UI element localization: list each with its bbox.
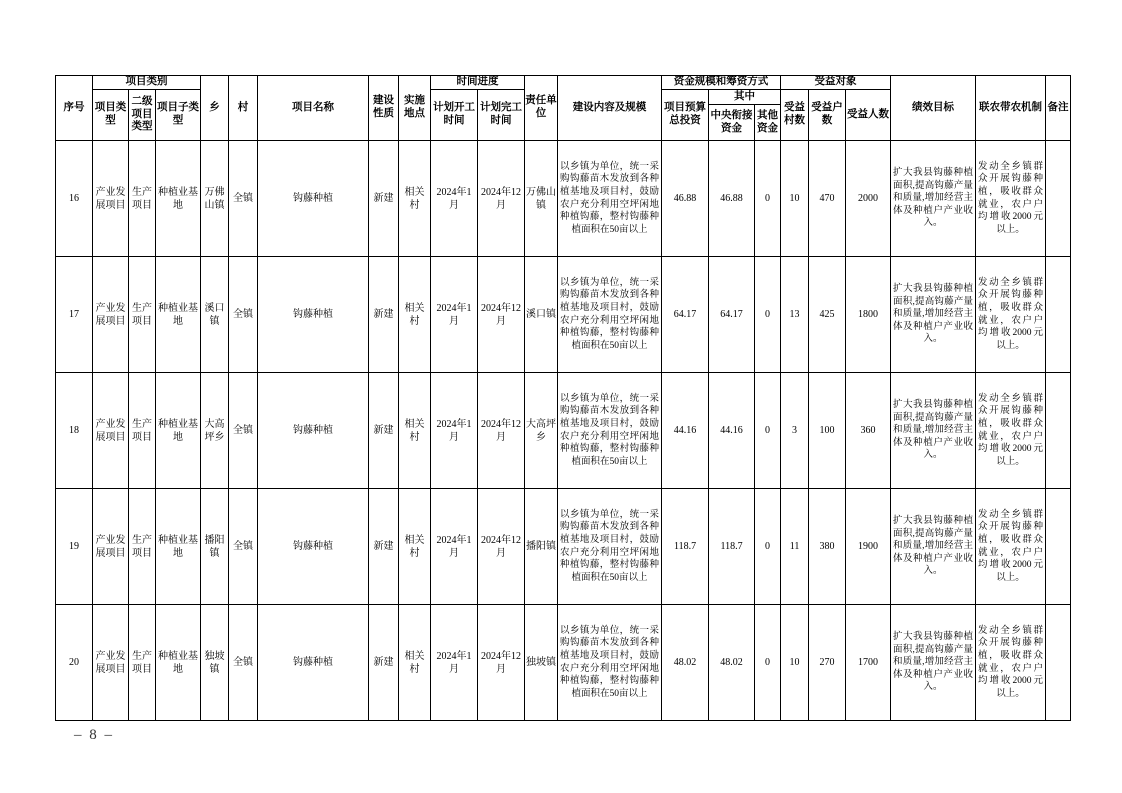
cell-township: 万佛山镇 [201, 141, 229, 257]
cell-performance: 扩大我县钩藤种植面积,提高钩藤产量和质量,增加经营主体及种植户产业收入。 [891, 489, 976, 605]
cell-benefit-people: 360 [846, 373, 891, 489]
cell-location: 相关村 [399, 373, 431, 489]
cell-mechanism: 发动全乡镇群众开展钩藤种植，吸收群众就业，农户户均增收2000元以上。 [976, 141, 1046, 257]
cell-performance: 扩大我县钩藤种植面积,提高钩藤产量和质量,增加经营主体及种植户产业收入。 [891, 373, 976, 489]
cell-benefit-people: 1700 [846, 605, 891, 721]
cell-nature: 新建 [369, 257, 399, 373]
col-header-type: 项目类型 [93, 90, 129, 141]
cell-village: 全镇 [229, 257, 258, 373]
cell-central-fund: 48.02 [709, 605, 755, 721]
cell-project-subtype: 种植业基地 [156, 605, 201, 721]
project-table-sheet [55, 75, 1071, 721]
cell-end-time: 2024年12月 [478, 373, 525, 489]
cell-other-fund: 0 [755, 489, 781, 605]
cell-budget: 48.02 [662, 605, 709, 721]
cell-benefit-people: 2000 [846, 141, 891, 257]
cell-start-time: 2024年1月 [431, 141, 478, 257]
cell-note [1046, 489, 1071, 605]
cell-benefit-villages: 10 [781, 141, 809, 257]
col-header-performance: 绩效目标 [891, 76, 976, 141]
cell-responsible-unit: 播阳镇 [525, 489, 558, 605]
cell-central-fund: 46.88 [709, 141, 755, 257]
cell-performance: 扩大我县钩藤种植面积,提高钩藤产量和质量,增加经营主体及种植户产业收入。 [891, 605, 976, 721]
cell-project-subtype: 种植业基地 [156, 141, 201, 257]
cell-end-time: 2024年12月 [478, 257, 525, 373]
cell-content: 以乡镇为单位，统一采购钩藤苗木发放到各种植基地及项目村，鼓励农户充分利用空坪闲地种植钩藤，整村钩藤种植面积在50亩以上 [558, 257, 662, 373]
col-header-start: 计划开工时间 [431, 90, 478, 141]
cell-benefit-villages: 10 [781, 605, 809, 721]
cell-township: 溪口镇 [201, 257, 229, 373]
cell-responsible-unit: 独坡镇 [525, 605, 558, 721]
table-body [56, 141, 1071, 721]
col-header-nature: 建设性质 [369, 76, 399, 141]
cell-budget: 118.7 [662, 489, 709, 605]
col-header-other-fund: 其他资金 [755, 105, 781, 141]
cell-mechanism: 发动全乡镇群众开展钩藤种植，吸收群众就业，农户户均增收2000元以上。 [976, 489, 1046, 605]
cell-project-type2: 生产项目 [129, 489, 156, 605]
cell-project-type2: 生产项目 [129, 605, 156, 721]
cell-note [1046, 605, 1071, 721]
cell-nature: 新建 [369, 605, 399, 721]
cell-location: 相关村 [399, 257, 431, 373]
cell-project-name: 钩藤种植 [258, 605, 369, 721]
cell-village: 全镇 [229, 373, 258, 489]
col-header-location: 实施地点 [399, 76, 431, 141]
col-header-subtype: 项目子类型 [156, 90, 201, 141]
col-header-time-group: 时间进度 [431, 76, 525, 90]
table-row [56, 141, 1071, 257]
cell-benefit-households: 380 [809, 489, 846, 605]
cell-seq: 16 [56, 141, 93, 257]
cell-project-subtype: 种植业基地 [156, 257, 201, 373]
cell-performance: 扩大我县钩藤种植面积,提高钩藤产量和质量,增加经营主体及种植户产业收入。 [891, 141, 976, 257]
cell-project-type2: 生产项目 [129, 373, 156, 489]
table-row [56, 605, 1071, 721]
cell-nature: 新建 [369, 489, 399, 605]
cell-project-type: 产业发展项目 [93, 373, 129, 489]
cell-project-type2: 生产项目 [129, 257, 156, 373]
cell-central-fund: 44.16 [709, 373, 755, 489]
cell-start-time: 2024年1月 [431, 257, 478, 373]
cell-responsible-unit: 大高坪乡 [525, 373, 558, 489]
cell-project-name: 钩藤种植 [258, 257, 369, 373]
cell-project-name: 钩藤种植 [258, 141, 369, 257]
cell-end-time: 2024年12月 [478, 605, 525, 721]
cell-central-fund: 64.17 [709, 257, 755, 373]
cell-benefit-villages: 11 [781, 489, 809, 605]
cell-project-type: 产业发展项目 [93, 257, 129, 373]
col-header-category-group: 项目类别 [93, 76, 201, 90]
table-row [56, 373, 1071, 489]
cell-location: 相关村 [399, 605, 431, 721]
col-header-content: 建设内容及规模 [558, 76, 662, 141]
cell-village: 全镇 [229, 605, 258, 721]
cell-nature: 新建 [369, 141, 399, 257]
col-header-benefit-group: 受益对象 [781, 76, 891, 90]
page-number: – 8 – [74, 727, 114, 743]
cell-start-time: 2024年1月 [431, 373, 478, 489]
cell-mechanism: 发动全乡镇群众开展钩藤种植，吸收群众就业，农户户均增收2000元以上。 [976, 257, 1046, 373]
cell-content: 以乡镇为单位，统一采购钩藤苗木发放到各种植基地及项目村，鼓励农户充分利用空坪闲地种植钩藤，整村钩藤种植面积在50亩以上 [558, 489, 662, 605]
cell-village: 全镇 [229, 489, 258, 605]
cell-benefit-households: 425 [809, 257, 846, 373]
cell-budget: 44.16 [662, 373, 709, 489]
cell-benefit-villages: 3 [781, 373, 809, 489]
cell-mechanism: 发动全乡镇群众开展钩藤种植，吸收群众就业，农户户均增收2000元以上。 [976, 605, 1046, 721]
cell-project-type: 产业发展项目 [93, 605, 129, 721]
cell-seq: 18 [56, 373, 93, 489]
cell-project-type: 产业发展项目 [93, 489, 129, 605]
col-header-benefit-people: 受益人数 [846, 90, 891, 141]
cell-budget: 64.17 [662, 257, 709, 373]
cell-benefit-villages: 13 [781, 257, 809, 373]
cell-project-subtype: 种植业基地 [156, 489, 201, 605]
col-header-benefit-villages: 受益村数 [781, 90, 809, 141]
cell-other-fund: 0 [755, 141, 781, 257]
col-header-budget: 项目预算总投资 [662, 90, 709, 141]
col-header-type2: 二级项目类型 [129, 90, 156, 141]
cell-central-fund: 118.7 [709, 489, 755, 605]
cell-project-name: 钩藤种植 [258, 489, 369, 605]
cell-end-time: 2024年12月 [478, 141, 525, 257]
cell-project-subtype: 种植业基地 [156, 373, 201, 489]
col-header-township: 乡 [201, 76, 229, 141]
cell-performance: 扩大我县钩藤种植面积,提高钩藤产量和质量,增加经营主体及种植户产业收入。 [891, 257, 976, 373]
cell-budget: 46.88 [662, 141, 709, 257]
col-header-among: 其中 [709, 90, 781, 105]
cell-other-fund: 0 [755, 373, 781, 489]
col-header-note: 备注 [1046, 76, 1071, 141]
col-header-central-fund: 中央衔接资金 [709, 105, 755, 141]
cell-content: 以乡镇为单位，统一采购钩藤苗木发放到各种植基地及项目村，鼓励农户充分利用空坪闲地种植钩藤，整村钩藤种植面积在50亩以上 [558, 605, 662, 721]
cell-benefit-people: 1800 [846, 257, 891, 373]
project-schedule-table [55, 75, 1071, 721]
cell-responsible-unit: 万佛山镇 [525, 141, 558, 257]
cell-start-time: 2024年1月 [431, 605, 478, 721]
cell-nature: 新建 [369, 373, 399, 489]
col-header-village: 村 [229, 76, 258, 141]
col-header-project-name: 项目名称 [258, 76, 369, 141]
cell-project-type: 产业发展项目 [93, 141, 129, 257]
col-header-benefit-households: 受益户数 [809, 90, 846, 141]
cell-benefit-households: 270 [809, 605, 846, 721]
table-row [56, 257, 1071, 373]
col-header-mechanism: 联农带农机制 [976, 76, 1046, 141]
cell-mechanism: 发动全乡镇群众开展钩藤种植，吸收群众就业，农户户均增收2000元以上。 [976, 373, 1046, 489]
col-header-fund-group: 资金规模和筹资方式 [662, 76, 781, 90]
cell-township: 大高坪乡 [201, 373, 229, 489]
cell-village: 全镇 [229, 141, 258, 257]
cell-note [1046, 141, 1071, 257]
cell-content: 以乡镇为单位，统一采购钩藤苗木发放到各种植基地及项目村，鼓励农户充分利用空坪闲地种植钩藤，整村钩藤种植面积在50亩以上 [558, 373, 662, 489]
cell-seq: 17 [56, 257, 93, 373]
cell-other-fund: 0 [755, 605, 781, 721]
table-row [56, 489, 1071, 605]
cell-township: 播阳镇 [201, 489, 229, 605]
cell-township: 独坡镇 [201, 605, 229, 721]
cell-location: 相关村 [399, 141, 431, 257]
cell-benefit-households: 100 [809, 373, 846, 489]
cell-end-time: 2024年12月 [478, 489, 525, 605]
cell-note [1046, 373, 1071, 489]
col-header-unit: 责任单位 [525, 76, 558, 141]
cell-location: 相关村 [399, 489, 431, 605]
cell-project-name: 钩藤种植 [258, 373, 369, 489]
cell-benefit-households: 470 [809, 141, 846, 257]
cell-content: 以乡镇为单位，统一采购钩藤苗木发放到各种植基地及项目村，鼓励农户充分利用空坪闲地种植钩藤，整村钩藤种植面积在50亩以上 [558, 141, 662, 257]
cell-responsible-unit: 溪口镇 [525, 257, 558, 373]
cell-seq: 20 [56, 605, 93, 721]
cell-other-fund: 0 [755, 257, 781, 373]
cell-note [1046, 257, 1071, 373]
cell-project-type2: 生产项目 [129, 141, 156, 257]
cell-seq: 19 [56, 489, 93, 605]
col-header-end: 计划完工时间 [478, 90, 525, 141]
cell-start-time: 2024年1月 [431, 489, 478, 605]
col-header-seq: 序号 [56, 76, 93, 141]
cell-benefit-people: 1900 [846, 489, 891, 605]
